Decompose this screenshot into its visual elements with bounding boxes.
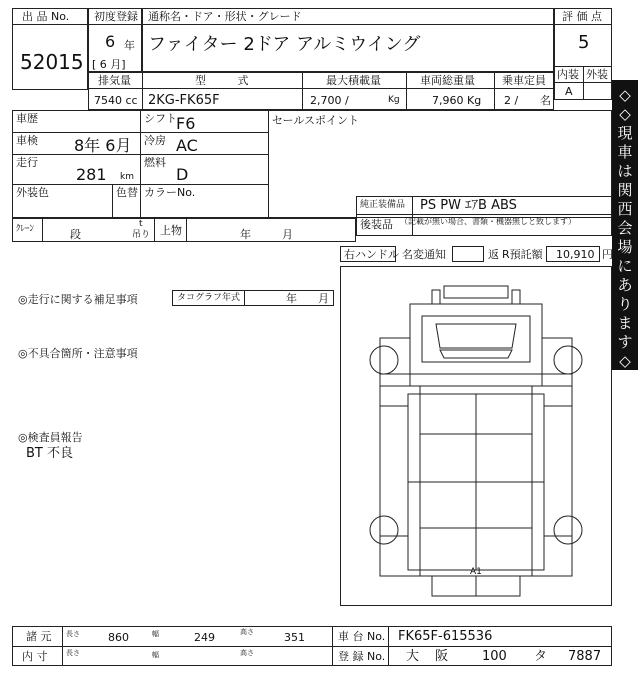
gross-weight-label: 車両総重量	[420, 74, 475, 87]
banner-char: ◇	[619, 352, 631, 370]
crane-label: ｸﾚｰﾝ	[16, 224, 35, 234]
fuel-value: D	[176, 165, 189, 184]
crane-stage: 段	[70, 228, 81, 241]
mileage-unit: km	[120, 172, 134, 182]
capacity: 2 /	[504, 94, 519, 107]
crane-lift-label: 吊り	[132, 230, 151, 240]
first-registration-year-unit: 年	[124, 39, 135, 52]
driving-notes-label: ◎走行に関する補足事項	[18, 293, 138, 306]
gross-weight: 7,960 Kg	[432, 94, 482, 107]
spec-label: 諸 元	[26, 630, 52, 643]
banner-char: ◇	[619, 105, 631, 123]
length-value: 860	[108, 631, 129, 644]
exterior-color-label: 外装色	[16, 186, 49, 199]
equipment-value: PS PW ｴｱB ABS	[420, 198, 517, 213]
max-load-label: 最大積載量	[326, 74, 381, 87]
crane-ton: t	[139, 219, 143, 229]
registration-class: 100	[482, 649, 507, 664]
banner-char: 現	[617, 124, 633, 142]
damage-mark-a1: A1	[470, 567, 482, 577]
capacity-label: 乗車定員	[502, 74, 546, 87]
history-label: 車歴	[16, 112, 38, 125]
inspector-report-label: ◎検査員報告	[18, 431, 83, 444]
banner-char: ◇	[619, 86, 631, 104]
width-label: 幅	[152, 630, 159, 638]
banner-char: あ	[617, 276, 633, 294]
banner-char: は	[617, 162, 633, 180]
aftermarket-note: （記載が無い場合、書類・機器無しと致します）	[400, 217, 576, 226]
banner-char: り	[617, 295, 633, 313]
color-number-label: カラーNo.	[144, 186, 196, 199]
inner-width-label: 幅	[152, 651, 159, 659]
location-banner	[612, 80, 638, 389]
first-registration-month: [ 6 月]	[92, 58, 126, 71]
inspector-report-text: BT 不良	[26, 446, 73, 461]
car-name-label: 通称名・ドア・形状・グレード	[148, 10, 302, 23]
chassis-number: FK65F-615536	[398, 629, 493, 644]
registration-number: 7887	[568, 649, 602, 664]
tachograph-month: 月	[318, 292, 329, 305]
tachograph-year: 年	[286, 292, 297, 305]
banner-char: す	[617, 333, 633, 351]
first-registration-label: 初度登録	[94, 10, 138, 23]
capacity-unit: 名	[540, 94, 551, 107]
exterior-grade-label: 外装	[586, 68, 608, 81]
recycle-deposit: 10,910	[556, 248, 595, 261]
ac-value: AC	[176, 136, 198, 155]
shift-label: シフト	[144, 112, 177, 125]
banner-char: に	[617, 257, 633, 275]
banner-char: 車	[617, 143, 633, 161]
yen-unit: 円	[602, 248, 613, 261]
recycle-deposit-label: R預託額	[502, 248, 543, 261]
banner-char: ま	[617, 314, 633, 332]
truck-diagram	[340, 266, 612, 606]
inner-height-label: 高さ	[240, 649, 254, 657]
grade-value: 5	[578, 32, 590, 53]
inspection-value: 8年 6月	[74, 136, 132, 155]
banner-char: 場	[617, 238, 633, 256]
inner-dimensions-label: 内 寸	[22, 650, 48, 663]
right-hand-drive: 右ハンドル	[344, 248, 399, 261]
crane-row	[12, 218, 356, 242]
width-value: 249	[194, 631, 215, 644]
banner-char: ◇	[619, 371, 631, 389]
sales-point-label: セールスポイント	[272, 114, 360, 127]
lot-number: 52015	[20, 50, 84, 74]
equipment-label: 純正装備品	[360, 200, 406, 210]
defect-notes-label: ◎不具合箇所・注意事項	[18, 347, 138, 360]
lot-number-label: 出 品 No.	[22, 10, 70, 23]
aftermarket-label: 後装品	[360, 218, 393, 231]
height-label: 高さ	[240, 628, 254, 636]
registration-place: 大 阪	[406, 649, 455, 664]
mileage-label: 走行	[16, 156, 38, 169]
interior-grade: A	[565, 85, 573, 98]
banner-char: 関	[617, 181, 633, 199]
grade-label: 評 価 点	[562, 10, 602, 23]
model-code: 2KG-FK65F	[148, 93, 220, 108]
first-registration-year: 6	[105, 32, 116, 51]
length-label: 長さ	[66, 630, 80, 638]
inspection-label: 車検	[16, 134, 38, 147]
banner-char: 西	[617, 200, 633, 218]
banner-char: 会	[617, 219, 633, 237]
registration-kana: タ	[534, 649, 548, 664]
displacement-label: 排気量	[98, 74, 131, 87]
shift-value: F6	[176, 114, 196, 133]
model-label: 型 式	[195, 74, 263, 87]
name-change-box	[452, 246, 484, 262]
tax-return-label: 返	[488, 248, 499, 261]
inner-length-label: 長さ	[66, 649, 80, 657]
car-name: ファイター 2ドア アルミウイング	[148, 34, 421, 55]
height-value: 351	[284, 631, 305, 644]
tachograph-label: タコグラフ年式	[177, 293, 241, 303]
ac-label: 冷房	[144, 134, 166, 147]
name-change-label: 名変通知	[402, 248, 446, 261]
mileage-value: 281	[76, 165, 107, 184]
upper-body-month: 月	[282, 228, 293, 241]
registration-label: 登 録 No.	[338, 650, 386, 663]
color-change-label: 色替	[116, 186, 138, 199]
max-load-unit: Kg	[388, 95, 400, 105]
chassis-label: 車 台 No.	[338, 630, 386, 643]
max-load: 2,700 /	[310, 94, 349, 107]
interior-grade-label: 内装	[557, 68, 579, 81]
displacement: 7540 cc	[94, 94, 138, 107]
fuel-label: 燃料	[144, 156, 166, 169]
upper-body-year: 年	[240, 228, 251, 241]
upper-body-label: 上物	[160, 224, 182, 237]
